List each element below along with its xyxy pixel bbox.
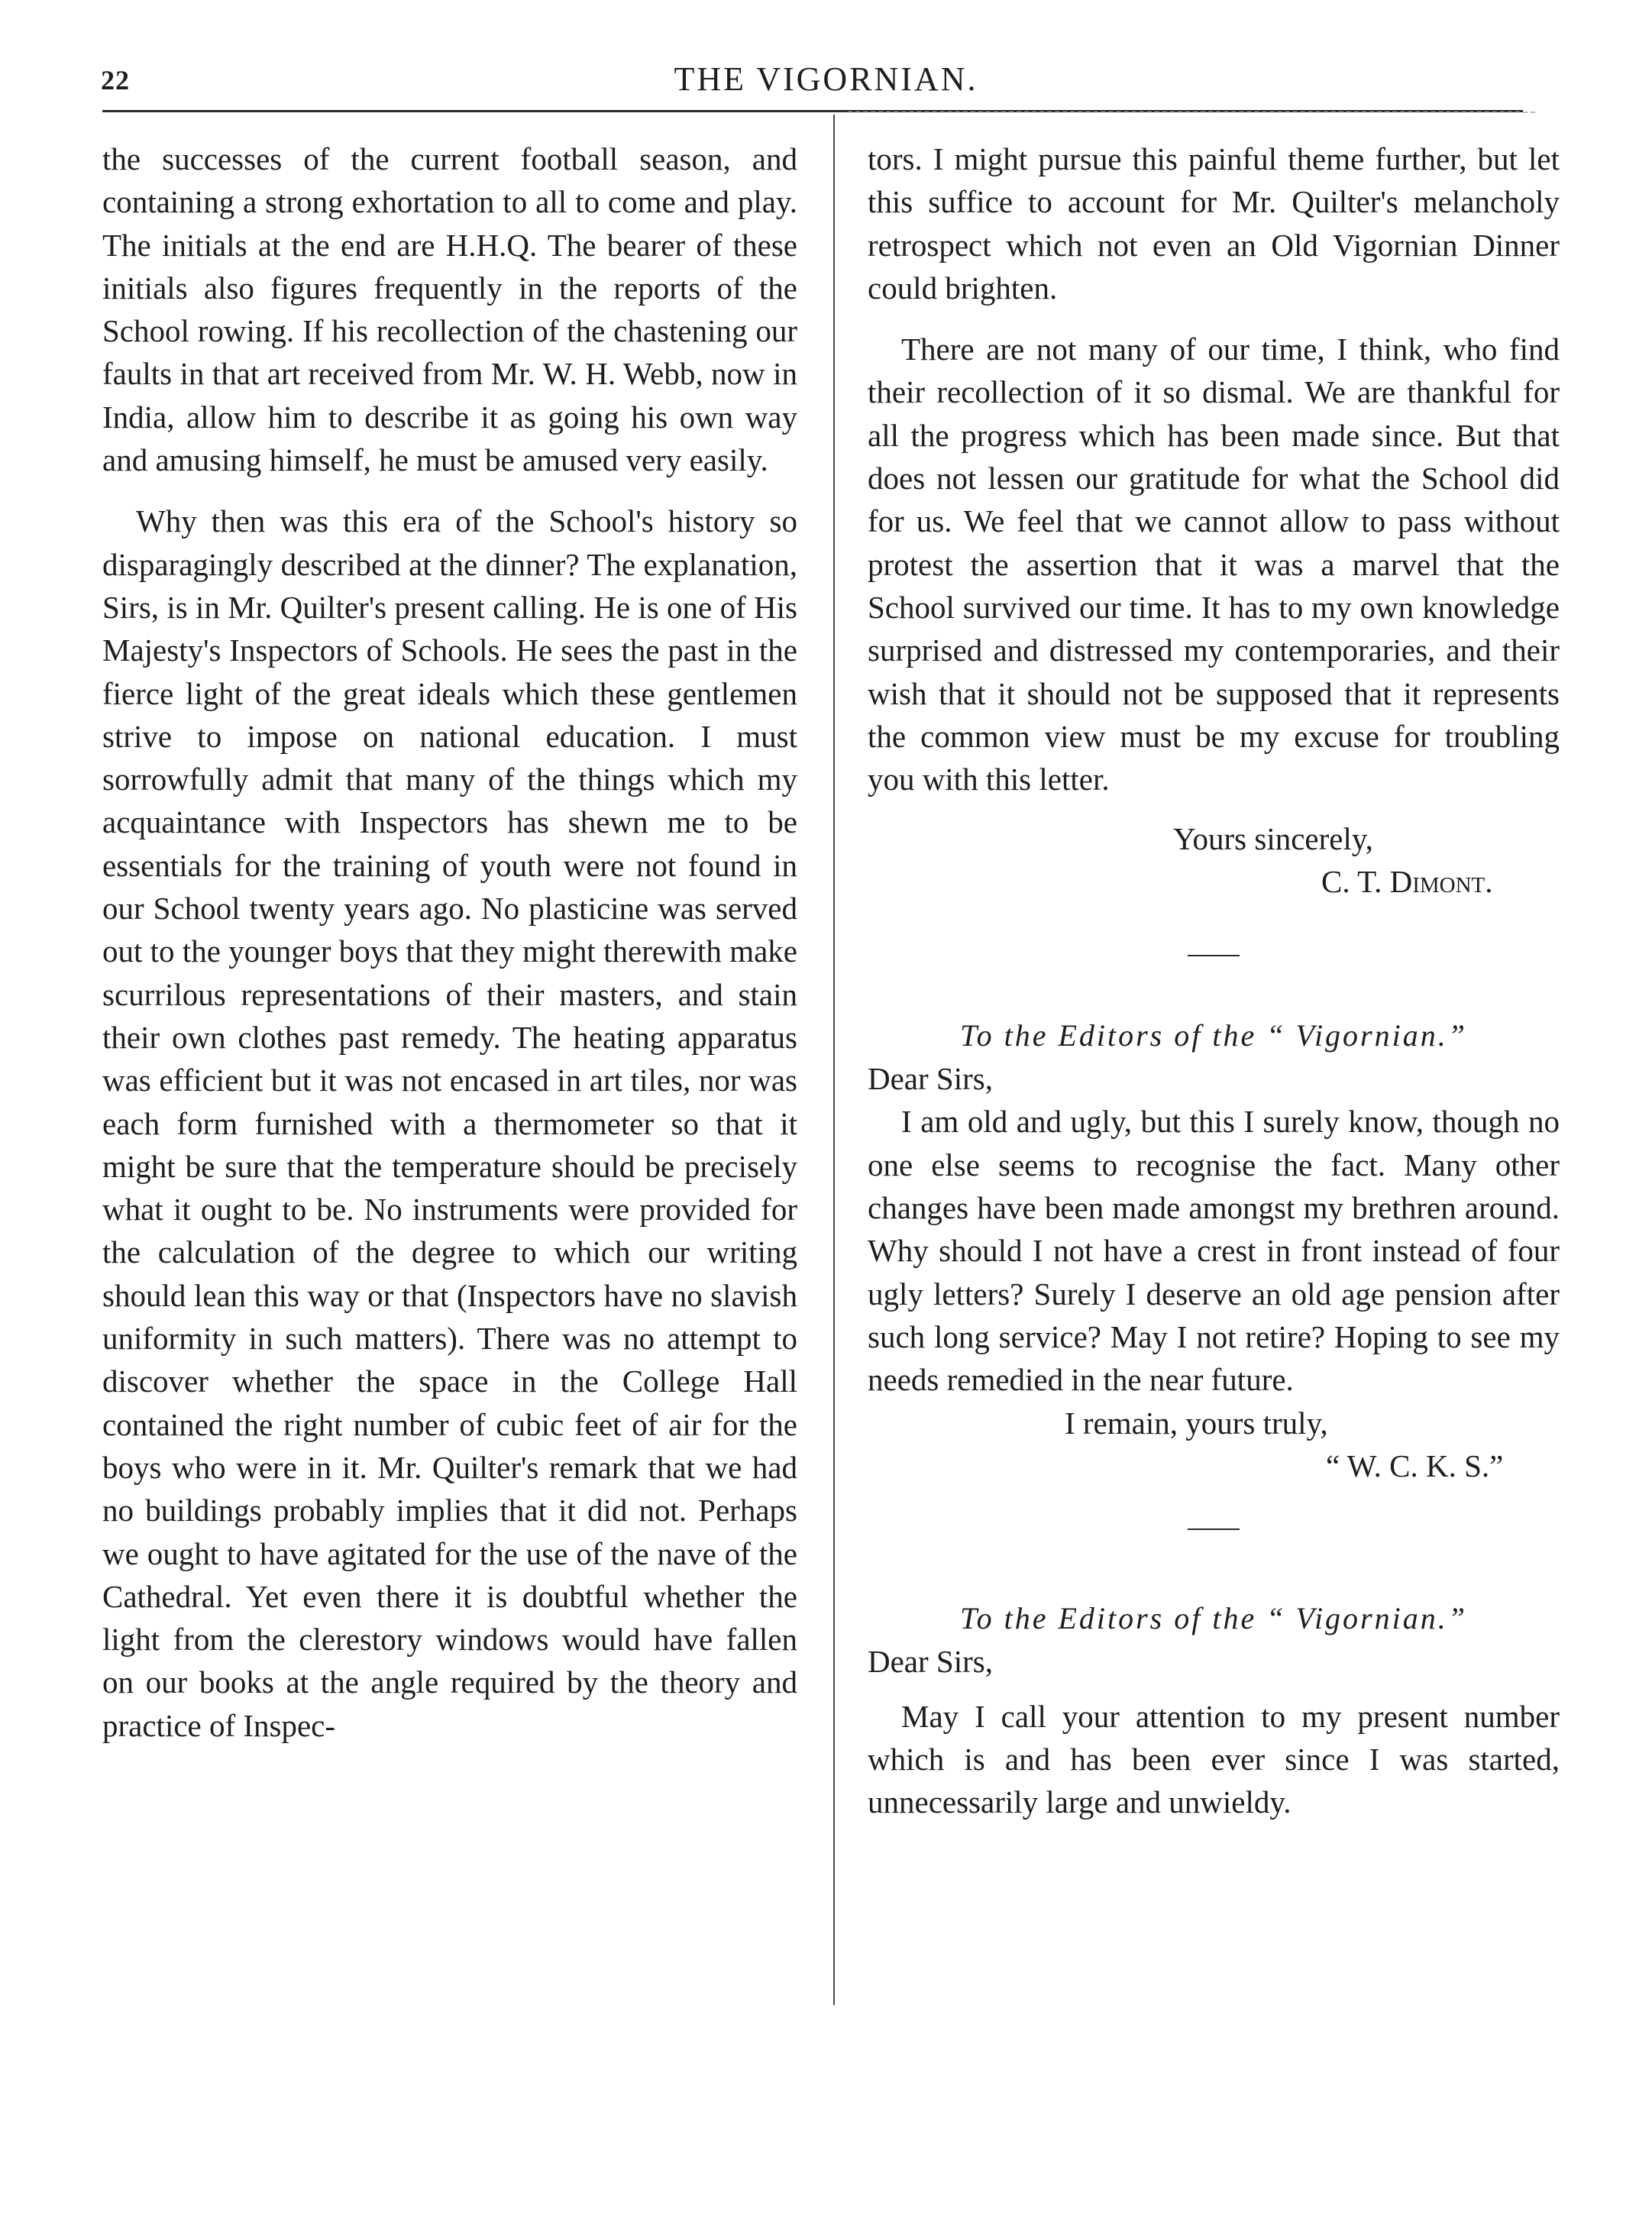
letter-continuation: tors. I might pursue this painful theme further, but let this suffice to account for Mr. Quilter's melancholy retrospect which not even an Old Vigornian Dinner could brighten. [868, 141, 1560, 306]
letter-closing: Yours sincerely, [1173, 821, 1373, 857]
letter-salutation: Dear Sirs, [868, 1061, 993, 1097]
letter-salutation: Dear Sirs, [868, 1643, 993, 1679]
letter-dimont [868, 137, 1560, 903]
column-divider [833, 115, 835, 2005]
letter-body: I am old and ugly, but this I surely know, though no one else seems to recognise the fact. Many other changes have been made amongst my brethren around. Why should I not have a crest in front instead of four ugly letters? Surely I deserve an old age pension after such long service? May I not retire? Hoping to see my needs remedied in the near future. [868, 1104, 1560, 1398]
left-paragraph-1: the successes of the current football season, and containing a strong exhortation to all to come and play. The initials at the end are H.H.Q. The bearer of these initials also figures frequently in the reports of the School rowing. If his recollection of the chastening our faults in that art received from Mr. W. H. Webb, now in India, allow him to describe it as going his own way and amusing himself, he must be amused very easily. [102, 141, 797, 478]
letter-wcks [868, 1014, 1560, 1486]
letter-closing: I remain, yours truly, [1065, 1405, 1328, 1441]
right-column [868, 137, 1560, 1823]
letter-signature: C. T. Dimont. [1321, 864, 1493, 900]
letter-signature: “ W. C. K. S.” [1326, 1448, 1504, 1483]
letter-paragraph: There are not many of our time, I think, who find their recollection of it so dismal. We are thankful for all the progress which has been made since. But that does not lessen our gratitude for what the School did for us. We feel that we cannot allow to pass without protest the assertion that it was a marvel that the School survived our time. It has to my own knowledge surprised and distressed my contemporaries, and their wish that it should not be supposed that it represents the common view must be my excuse for troubling you with this letter. [868, 332, 1560, 797]
section-divider [1188, 955, 1240, 956]
letter-number [868, 1597, 1560, 1824]
left-column [102, 137, 797, 1747]
section-divider [1188, 1528, 1240, 1530]
header-rule-faint [848, 112, 1535, 113]
running-title: THE VIGORNIAN. [674, 60, 978, 98]
letter-body: May I call your attention to my present number which is and has been ever since I was started, unnecessarily large and unwieldy. [868, 1698, 1560, 1820]
letter-addressee: To the Editors of the “ Vigornian.” [960, 1600, 1467, 1635]
left-paragraph-2: Why then was this era of the School's history so disparagingly described at the dinner? The explanation, Sirs, is in Mr. Quilter's present calling. He is one of His Majesty's Inspectors of Schools. He sees the past in the fierce light of the great ideals which these gentlemen strive to impose on national education. I must sorrowfully admit that many of the things which my acquaintance with Inspectors has shewn me to be essentials for the training of youth were not found in our School twenty years ago. No plasticine was served out to the younger boys that they might therewith make scurrilous representations of their masters, and stain their own clothes past remedy. The heating apparatus was efficient but it was not encased in art tiles, nor was each form furnished with a thermometer so that it might be sure that the temperature should be precisely what it ought to be. No instruments were provided for the calculation of the degree to which our writing should lean this way or that (Inspectors have no slavish uniformity in such matters). There was no attempt to discover whether the space in the College Hall contained the right number of cubic feet of air for the boys who were in it. Mr. Quilter's remark that we had no buildings probably implies that it did not. Perhaps we ought to have agitated for the use of the nave of the Cathedral. Yet even there it is doubtful whether the light from the clerestory windows would have fallen on our books at the angle required by the theory and practice of Inspec- [102, 503, 797, 1743]
letter-addressee: To the Editors of the “ Vigornian.” [960, 1018, 1467, 1053]
page-number: 22 [101, 65, 130, 95]
